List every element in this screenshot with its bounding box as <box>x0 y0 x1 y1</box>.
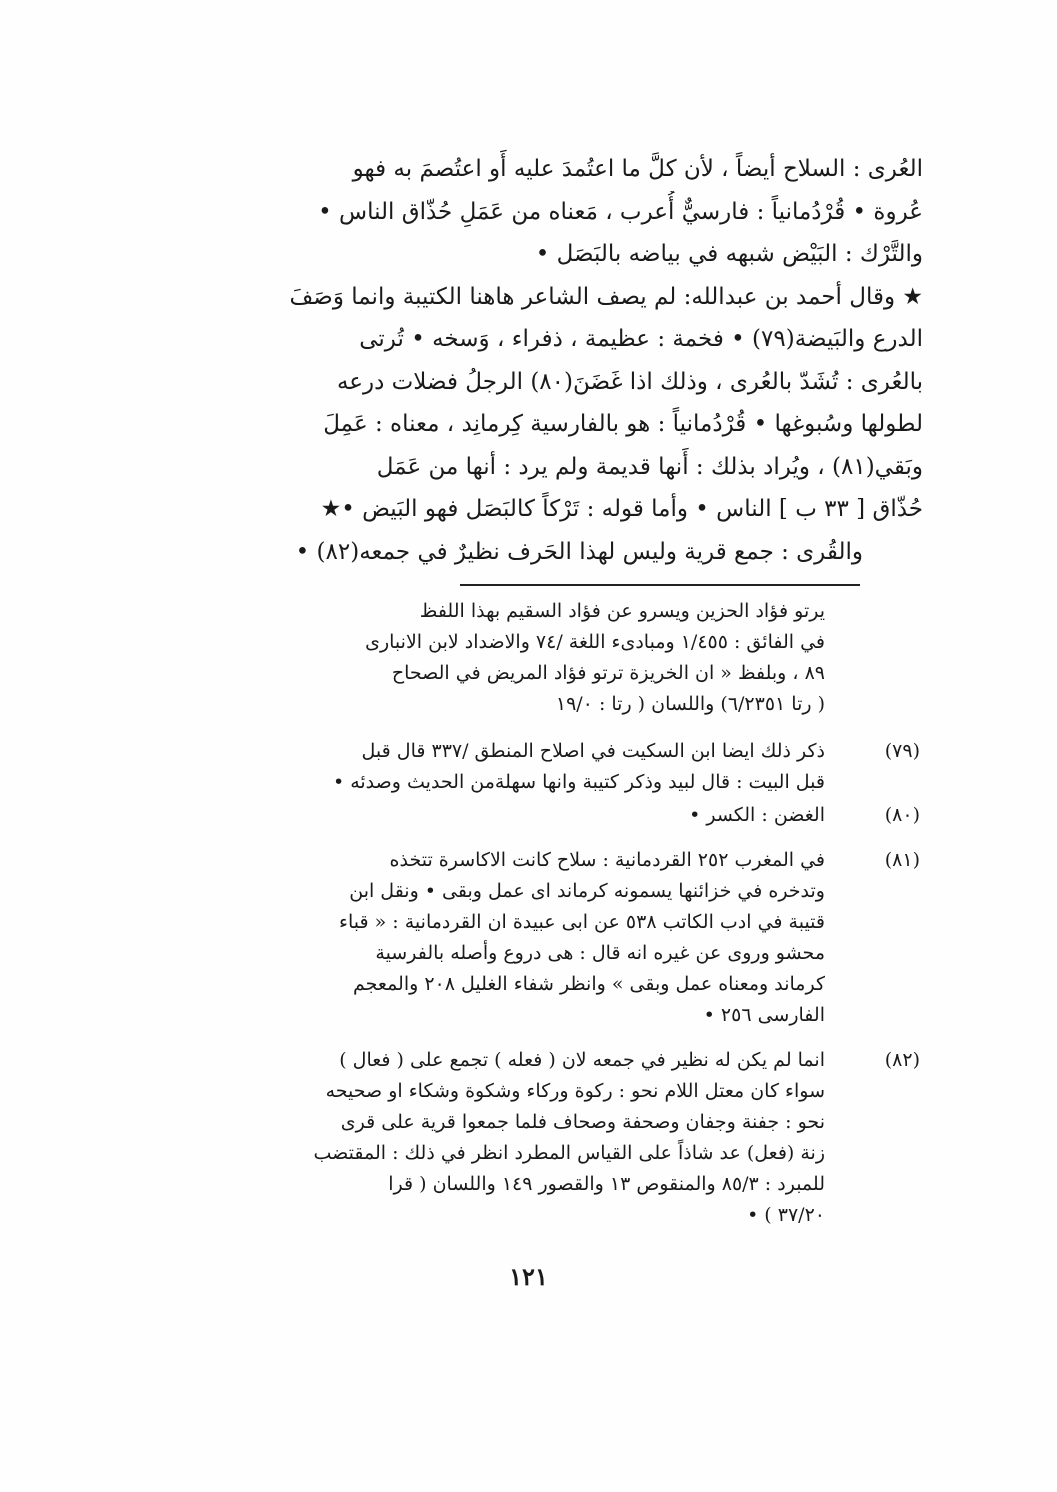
footnote-body <box>190 800 825 831</box>
footnote-line: سواء كان معتل اللام نحو : ركوة وركاء وشكوة وشكاء او صحيحه <box>325 1080 825 1102</box>
footnote-81 <box>190 845 920 1031</box>
main-text-line: لطولها وسُبوغها • قُرْدُمانياً : هو بالفارسية كِرمانِد ، معناه : عَمِلَ <box>323 411 923 437</box>
footnote-line: انما لم يكن له نظير في جمعه لان ( فعله ) تجمع على ( فعال ) <box>339 1049 825 1071</box>
footnote-line: للمبرد : ٨٥/٣ والمنقوص ١٣ والقصور ١٤٩ واللسان ( قرا <box>388 1173 825 1195</box>
main-text-line: الدرع والبَيضة(٧٩) • فخمة : عظيمة ، ذفراء ، وَسخه • تُرتى <box>359 326 923 352</box>
footnote-line: قبل البيت : قال لبيد وذكر كتيبة وانها سهلةمن الحديث وصدئه • <box>332 771 825 793</box>
footnote-number: (٨١) <box>884 849 920 871</box>
main-text-line: والتَّرْك : البَيْض شبهه في بياضه بالبَصَل • <box>535 241 923 267</box>
main-text-line: العُرى : السلاح أيضاً ، لأن كلَّ ما اعتُمدَ عليه أَو اعتُصمَ به فهو <box>352 156 923 182</box>
footnote-number: (٨٠) <box>884 804 920 826</box>
footnote-line: في الفائق : ١/٤٥٥ ومبادىء اللغة /٧٤ والاضداد لابن الانبارى <box>365 631 825 653</box>
footnote-82 <box>190 1045 920 1231</box>
footnote-line: ( رتا ٦/٢٣٥١) واللسان ( رتا : ١٩/٠ <box>555 693 825 715</box>
footnote-79 <box>190 736 920 798</box>
footnote-number: (٧٩) <box>884 740 920 762</box>
footnote-number: (٨٢) <box>884 1049 920 1071</box>
footnote-line: ٣٧/٢٠ ) • <box>747 1204 825 1226</box>
footnote-separator <box>460 584 860 586</box>
footnote-body <box>190 1045 825 1231</box>
footnote-body <box>190 736 825 798</box>
footnote-continuation <box>190 596 825 720</box>
footnote-line: الغضن : الكسر • <box>689 804 825 826</box>
footnote-line: نحو : جفنة وجفان وصحفة وصحاف فلما جمعوا قرية على قرى <box>340 1111 825 1133</box>
footnote-body <box>190 845 825 1031</box>
main-text-block <box>195 148 923 573</box>
footnote-line: يرتو فؤاد الحزين ويسرو عن فؤاد السقيم بهذا اللفظ <box>419 600 825 622</box>
main-text-line: والقُرى : جمع قرية وليس لهذا الحَرف نظيرٌ في جمعه(٨٢) • <box>295 538 863 565</box>
main-text-line: حُذّاق [ ٣٣ ب ] الناس • وأما قوله : تَرْكاً كالبَصَل فهو البَيض •★ <box>320 496 923 522</box>
footnote-line: قتيبة في ادب الكاتب ٥٣٨ عن ابى عبيدة ان القردمانية : « قباء <box>339 911 825 933</box>
footnote-line: وتدخره في خزائنها يسمونه كرماند اى عمل وبقى • ونقل ابن <box>349 880 825 902</box>
footnote-line: كرماند ومعناه عمل وبقى » وانظر شفاء الغليل ٢٠٨ والمعجم <box>353 973 825 995</box>
footnote-line: ٨٩ ، وبلفظ « ان الخريزة ترتو فؤاد المريض في الصحاح <box>391 662 825 684</box>
footnote-line: الفارسى ٢٥٦ • <box>703 1004 825 1026</box>
main-text-line: وبَقي(٨١) ، ويُراد بذلك : أَنها قديمة ولم يرد : أنها من عَمَل <box>376 453 923 480</box>
footnote-line: محشو وروى عن غيره انه قال : هى دروع وأصله بالفرسية <box>375 942 825 964</box>
main-text-line: بالعُرى : تُشَدّ بالعُرى ، وذلك اذا غَضَنَ(٨٠) الرجلُ فضلات درعه <box>336 368 923 395</box>
page-number: ١٢١ <box>509 1262 548 1291</box>
footnote-line: ذكر ذلك ايضا ابن السكيت في اصلاح المنطق /٣٣٧ قال قبل <box>361 740 825 762</box>
footnote-line: في المغرب ٢٥٢ القردمانية : سلاح كانت الاكاسرة تتخذه <box>389 849 825 871</box>
footnote-line: زنة (فعل) عد شاذاً على القياس المطرد انظر في ذلك : المقتضب <box>313 1142 825 1164</box>
footnote-80 <box>190 800 920 831</box>
footnotes-block <box>190 596 920 1245</box>
main-text-line: عُروة • قُرْدُمانياً : فارسيٌّ أُعرب ، مَعناه من عَمَلِ حُذّاق الناس • <box>318 198 923 225</box>
main-text-line: ★ وقال أحمد بن عبدالله: لم يصف الشاعر هاهنا الكتيبة وانما وَصَفَ <box>289 283 923 310</box>
